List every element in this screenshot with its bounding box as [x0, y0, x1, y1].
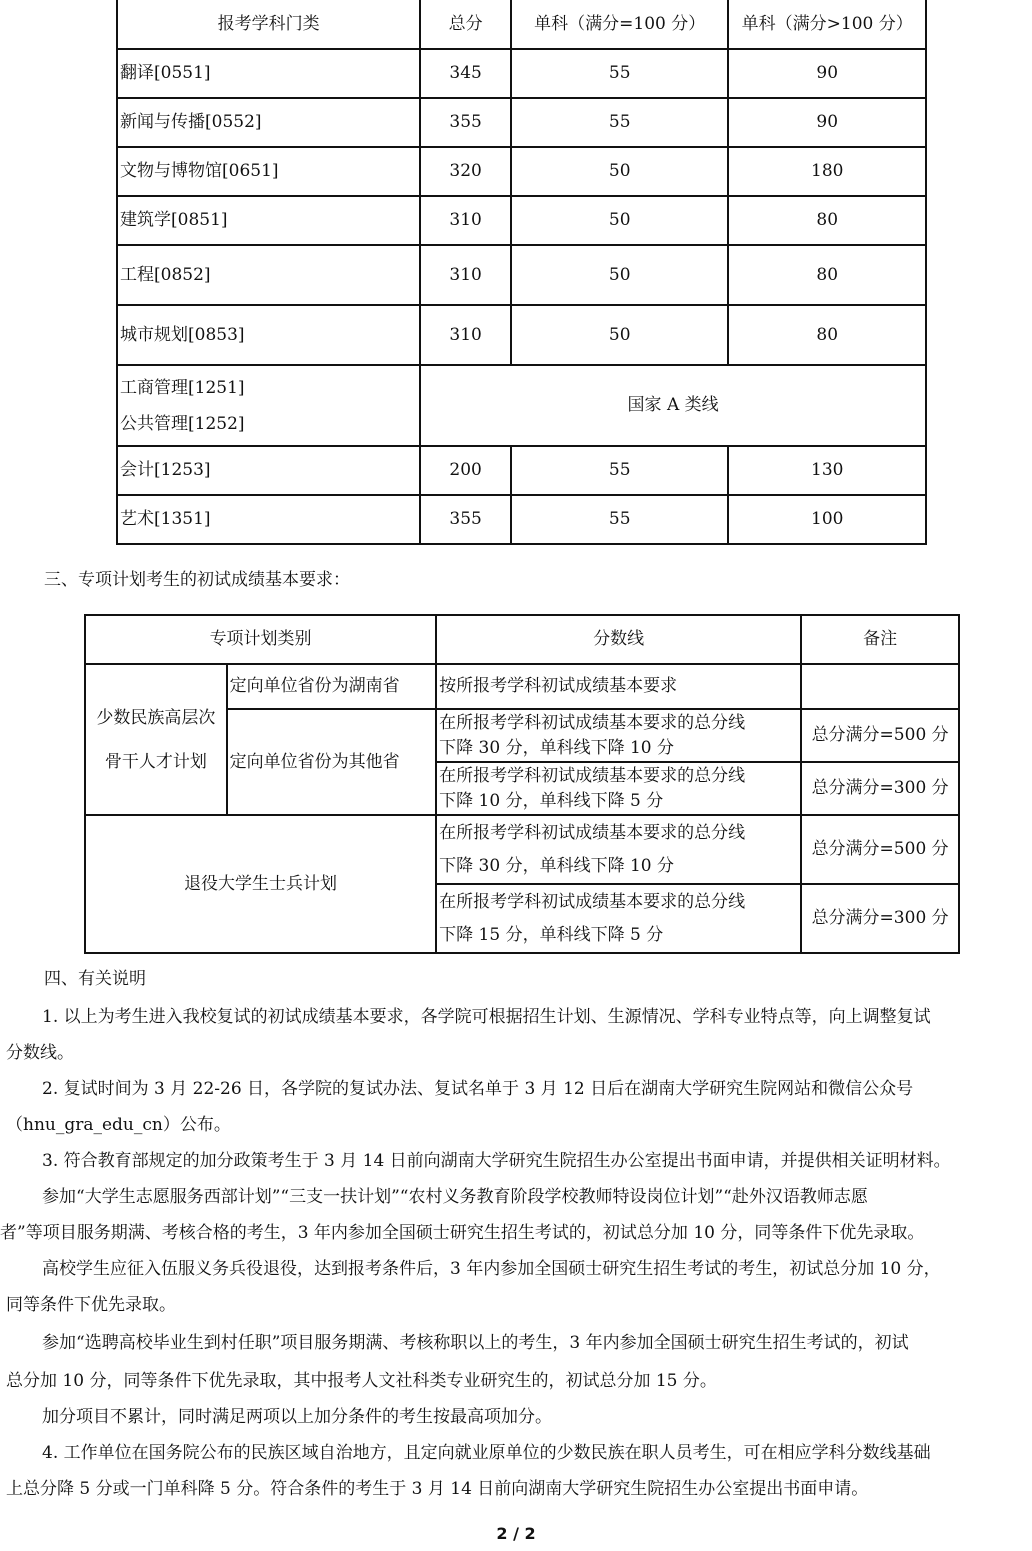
minority-plan-line1: 少数民族高层次 — [96, 707, 216, 728]
score-rule-line1: 在所报考学科初试成绩基本要求的总分线 — [439, 822, 746, 843]
header-single-100: 单科（满分=100 分） — [511, 0, 728, 49]
discipline-name: 翻译[0551] — [117, 49, 420, 98]
score-rule — [436, 709, 801, 762]
discipline-name: 工程[0852] — [117, 245, 420, 305]
note-3-military-line1: 高校学生应征入伍服义务兵役退役，达到报考条件后，3 年内参加全国硕士研究生招生考试的考生，初试总分加 10 分， — [42, 1259, 941, 1279]
total-score: 355 — [420, 98, 511, 147]
note-2-line1: 2. 复试时间为 3 月 22-26 日，各学院的复试办法、复试名单于 3 月 12 日后在湖南大学研究生院网站和微信公众号 — [42, 1079, 914, 1099]
total-score: 310 — [420, 305, 511, 365]
discipline-name: 会计[1253] — [117, 446, 420, 495]
section-3-title: 三、专项计划考生的初试成绩基本要求： — [44, 570, 350, 590]
public-admin-name: 公共管理[1252] — [120, 413, 245, 434]
total-score: 345 — [420, 49, 511, 98]
note-3-military-line2: 同等条件下优先录取。 — [6, 1295, 176, 1315]
single-score-100: 50 — [511, 147, 728, 196]
score-rule-line2: 下降 30 分，单科线下降 10 分 — [439, 855, 675, 876]
hunan-score-rule: 按所报考学科初试成绩基本要求 — [436, 664, 801, 709]
header-note: 备注 — [801, 615, 959, 664]
table-row — [117, 495, 926, 544]
table-header-row — [117, 0, 926, 49]
score-rule — [436, 815, 801, 884]
full-score-note: 总分满分=300 分 — [801, 762, 959, 815]
single-score-100: 55 — [511, 495, 728, 544]
note-4-line1: 4. 工作单位在国务院公布的民族区域自治地方，且定向就业原单位的少数民族在职人员考生，可在相应学科分数线基础 — [42, 1443, 931, 1463]
table-row — [117, 49, 926, 98]
header-score: 分数线 — [436, 615, 801, 664]
business-admin-name: 工商管理[1251] — [120, 377, 245, 398]
single-score-gt100: 80 — [728, 305, 926, 365]
table-row — [117, 147, 926, 196]
single-score-gt100: 130 — [728, 446, 926, 495]
header-total: 总分 — [420, 0, 511, 49]
minority-plan-name — [85, 664, 227, 815]
full-score-note: 总分满分=500 分 — [801, 815, 959, 884]
discipline-name: 建筑学[0851] — [117, 196, 420, 245]
table-header-row — [85, 615, 959, 664]
header-single-gt100: 单科（满分>100 分） — [728, 0, 926, 49]
hunan-province: 定向单位省份为湖南省 — [227, 664, 436, 709]
score-table — [116, 0, 927, 545]
single-score-100: 50 — [511, 196, 728, 245]
score-rule-line2: 下降 10 分，单科线下降 5 分 — [439, 790, 664, 811]
single-score-100: 55 — [511, 446, 728, 495]
hunan-note — [801, 664, 959, 709]
score-rule-line1: 在所报考学科初试成绩基本要求的总分线 — [439, 765, 746, 786]
discipline-name: 新闻与传播[0552] — [117, 98, 420, 147]
single-score-gt100: 90 — [728, 49, 926, 98]
score-rule-line2: 下降 30 分，单科线下降 10 分 — [439, 737, 675, 758]
note-2-line2: （hnu_gra_edu_cn）公布。 — [6, 1115, 231, 1135]
single-score-gt100: 80 — [728, 245, 926, 305]
note-1-line1: 1. 以上为考生进入我校复试的初试成绩基本要求，各学院可根据招生计划、生源情况、学科专业特点等，向上调整复试 — [42, 1007, 931, 1027]
table-row-management — [117, 365, 926, 446]
note-3-village-line1: 参加“选聘高校毕业生到村任职”项目服务期满、考核称职以上的考生，3 年内参加全国硕士研究生招生考试的，初试 — [42, 1333, 909, 1353]
score-rule-line2: 下降 15 分，单科线下降 5 分 — [439, 924, 664, 945]
full-score-note: 总分满分=300 分 — [801, 884, 959, 953]
table-row — [85, 815, 959, 884]
table-row — [117, 196, 926, 245]
single-score-100: 55 — [511, 49, 728, 98]
veteran-plan-name: 退役大学生士兵计划 — [85, 815, 436, 953]
note-3-line1: 3. 符合教育部规定的加分政策考生于 3 月 14 日前向湖南大学研究生院招生办公室提出书面申请，并提供相关证明材料。 — [42, 1151, 951, 1171]
discipline-name: 城市规划[0853] — [117, 305, 420, 365]
note-4-line2: 上总分降 5 分或一门单科降 5 分。符合条件的考生于 3 月 14 日前向湖南大学研究生院招生办公室提出书面申请。 — [6, 1479, 869, 1499]
single-score-100: 50 — [511, 245, 728, 305]
single-score-gt100: 90 — [728, 98, 926, 147]
national-a-line: 国家 A 类线 — [420, 365, 926, 446]
section-4-title: 四、有关说明 — [44, 969, 146, 989]
note-3-village-line2: 总分加 10 分，同等条件下优先录取，其中报考人文社科类专业研究生的，初试总分加 15 分。 — [6, 1371, 717, 1391]
minority-plan-line2: 骨干人才计划 — [104, 751, 207, 772]
page-number: 2 / 2 — [496, 1524, 536, 1543]
score-rule-line1: 在所报考学科初试成绩基本要求的总分线 — [439, 712, 746, 733]
single-score-100: 50 — [511, 305, 728, 365]
score-rule — [436, 884, 801, 953]
note-3-volunteer-line1: 参加“大学生志愿服务西部计划”“三支一扶计划”“农村义务教育阶段学校教师特设岗位计划”“赴外汉语教师志愿 — [42, 1187, 868, 1207]
discipline-name: 文物与博物馆[0651] — [117, 147, 420, 196]
table-row — [117, 446, 926, 495]
special-plan-table — [84, 614, 960, 954]
header-category: 专项计划类别 — [85, 615, 436, 664]
score-rule-line1: 在所报考学科初试成绩基本要求的总分线 — [439, 891, 746, 912]
single-score-100: 55 — [511, 98, 728, 147]
total-score: 310 — [420, 196, 511, 245]
total-score: 355 — [420, 495, 511, 544]
table-row — [85, 664, 959, 709]
other-province: 定向单位省份为其他省 — [227, 709, 436, 815]
discipline-name: 艺术[1351] — [117, 495, 420, 544]
full-score-note: 总分满分=500 分 — [801, 709, 959, 762]
single-score-gt100: 180 — [728, 147, 926, 196]
single-score-gt100: 80 — [728, 196, 926, 245]
score-rule — [436, 762, 801, 815]
total-score: 310 — [420, 245, 511, 305]
note-3-volunteer-line2: 者”等项目服务期满、考核合格的考生，3 年内参加全国硕士研究生招生考试的，初试总分加 10 分，同等条件下优先录取。 — [0, 1223, 925, 1243]
header-discipline: 报考学科门类 — [117, 0, 420, 49]
table-row — [117, 98, 926, 147]
discipline-name — [117, 365, 420, 446]
note-1-line2: 分数线。 — [6, 1043, 74, 1063]
table-row — [117, 305, 926, 365]
total-score: 200 — [420, 446, 511, 495]
table-row — [117, 245, 926, 305]
single-score-gt100: 100 — [728, 495, 926, 544]
total-score: 320 — [420, 147, 511, 196]
note-3-no-accumulate: 加分项目不累计，同时满足两项以上加分条件的考生按最高项加分。 — [42, 1407, 552, 1427]
